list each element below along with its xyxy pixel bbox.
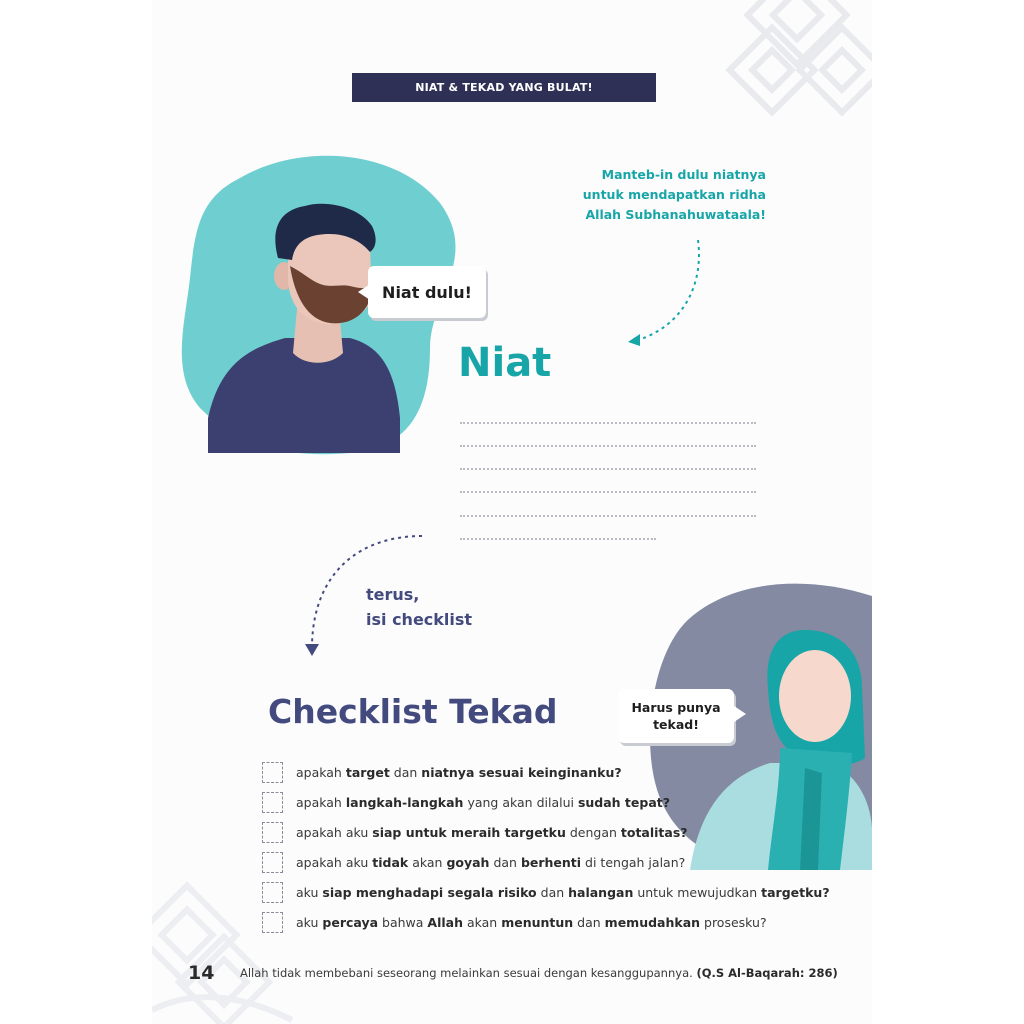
checklist-text: prosesku? bbox=[700, 915, 767, 930]
checklist-bold-text: target bbox=[345, 765, 390, 780]
woman-face bbox=[779, 650, 851, 742]
checkbox[interactable] bbox=[262, 852, 283, 873]
checklist-text: akan bbox=[463, 915, 502, 930]
checklist-bold-text: totalitas? bbox=[620, 825, 688, 840]
checklist-bold-text: tidak bbox=[372, 855, 409, 870]
checklist-text: yang akan dilalui bbox=[463, 795, 578, 810]
note-line-3: Allah Subhanahuwataala! bbox=[585, 207, 766, 222]
checklist-heading: Checklist Tekad bbox=[268, 692, 558, 731]
checklist-text: dan bbox=[489, 855, 521, 870]
footer-quote-text: Allah tidak membebani seseorang melainkan sesuai dengan kesanggupannya. bbox=[240, 966, 693, 980]
writing-line bbox=[460, 422, 756, 424]
checklist-text: aku bbox=[296, 885, 323, 900]
checklist-item bbox=[262, 792, 670, 813]
checklist-bold-text: goyah bbox=[446, 855, 490, 870]
footer-quote bbox=[240, 966, 838, 980]
checklist-text: dan bbox=[389, 765, 422, 780]
man-speech-bubble bbox=[368, 266, 486, 318]
checklist-item-text bbox=[296, 825, 688, 840]
checklist-bold-text: niatnya sesuai keinginanku? bbox=[421, 765, 622, 780]
man-bubble-text: Niat dulu! bbox=[382, 282, 472, 302]
checklist-text: di tengah jalan? bbox=[581, 855, 686, 870]
checklist-item-text bbox=[296, 855, 685, 870]
book-page bbox=[152, 0, 872, 1024]
writing-line bbox=[460, 515, 756, 517]
checkbox[interactable] bbox=[262, 912, 283, 933]
header-title: NIAT & TEKAD YANG BULAT! bbox=[415, 81, 593, 94]
checklist-bold-text: langkah-langkah bbox=[345, 795, 464, 810]
top-right-ornament bbox=[722, 0, 872, 150]
checklist-item bbox=[262, 882, 830, 903]
writing-line bbox=[460, 468, 756, 470]
checkbox[interactable] bbox=[262, 762, 283, 783]
page-number: 14 bbox=[188, 962, 215, 984]
footer-quote-source: (Q.S Al-Baqarah: 286) bbox=[696, 966, 838, 980]
woman-speech-bubble bbox=[618, 689, 734, 743]
checklist-text: apakah aku bbox=[296, 825, 373, 840]
checklist-item bbox=[262, 762, 622, 783]
checkbox[interactable] bbox=[262, 822, 283, 843]
checklist-item bbox=[262, 822, 688, 843]
woman-bubble-line-1: Harus punya bbox=[631, 700, 721, 715]
writing-line bbox=[460, 538, 656, 540]
note-line-2: untuk mendapatkan ridha bbox=[582, 187, 766, 202]
checklist-item bbox=[262, 852, 685, 873]
checklist-bold-text: halangan bbox=[568, 885, 634, 900]
checklist-bold-text: targetku? bbox=[761, 885, 830, 900]
checklist-bold-text: memudahkan bbox=[604, 915, 701, 930]
checklist-text: apakah bbox=[296, 765, 346, 780]
checklist-item bbox=[262, 912, 767, 933]
writing-line bbox=[460, 445, 756, 447]
checklist-item-text bbox=[296, 885, 830, 900]
woman-bubble-line-2: tekad! bbox=[653, 717, 699, 732]
checklist-bold-text: siap untuk meraih targetku bbox=[372, 825, 566, 840]
transition-text bbox=[366, 582, 472, 632]
checklist-text: dengan bbox=[565, 825, 621, 840]
checklist-text: aku bbox=[296, 915, 323, 930]
checklist-bold-text: Allah bbox=[427, 915, 463, 930]
checklist-bold-text: sudah tepat? bbox=[577, 795, 670, 810]
checklist-item-text bbox=[296, 795, 670, 810]
checklist-bold-text: percaya bbox=[322, 915, 379, 930]
checklist-bold-text: menuntun bbox=[501, 915, 574, 930]
checklist-bold-text: siap menghadapi segala risiko bbox=[322, 885, 537, 900]
niat-heading: Niat bbox=[458, 340, 552, 386]
transition-line-2: isi checklist bbox=[366, 610, 473, 629]
checklist-text: bahwa bbox=[378, 915, 428, 930]
checklist-text: dan bbox=[536, 885, 569, 900]
checklist-text: apakah aku bbox=[296, 855, 373, 870]
woman-bubble-tail bbox=[734, 706, 746, 722]
checkbox[interactable] bbox=[262, 882, 283, 903]
note-line-1: Manteb-in dulu niatnya bbox=[601, 167, 766, 182]
checklist-text: apakah bbox=[296, 795, 346, 810]
checklist-text: untuk mewujudkan bbox=[633, 885, 762, 900]
checkbox[interactable] bbox=[262, 792, 283, 813]
checklist-item-text bbox=[296, 915, 767, 930]
checklist-text: dan bbox=[573, 915, 605, 930]
man-bubble-tail bbox=[358, 284, 370, 300]
checklist-bold-text: berhenti bbox=[520, 855, 582, 870]
header-bar bbox=[352, 73, 656, 102]
writing-line bbox=[460, 491, 756, 493]
checklist-item-text bbox=[296, 765, 622, 780]
transition-line-1: terus, bbox=[366, 585, 420, 604]
niat-note bbox=[570, 165, 766, 225]
checklist-text: akan bbox=[408, 855, 447, 870]
teal-arrow-icon bbox=[622, 236, 712, 348]
